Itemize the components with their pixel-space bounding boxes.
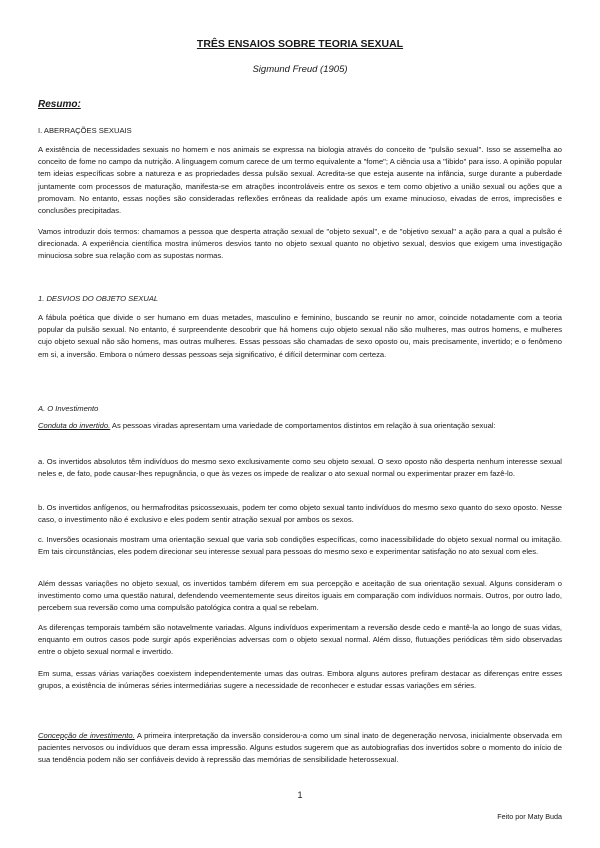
paragraph-2: Vamos introduzir dois termos: chamamos a pessoa que desperta atração sexual de "objeto sexual", e de "objetivo sexual" a ação para a qual a pulsão é direcionada. A experiência científica mostra inúmeros desvios tanto no objeto sexual quanto no objetivo sexual, desvios que exigem uma investigação minuciosa sobre sua relação com as supostas normas. [38, 227, 562, 261]
document-title: TRÊS ENSAIOS SOBRE TEORIA SEXUAL [196, 38, 404, 50]
paragraph-11 [38, 730, 562, 767]
paragraph-11-label: Concepção de investimento. [38, 731, 135, 740]
section-heading-desvios: 1. DESVIOS DO OBJETO SEXUAL [38, 294, 159, 303]
paragraph-10: Em suma, essas várias variações coexistem independentemente umas das outras. Embora alguns autores prefiram destacar as diferenças entre esses grupos, a existência de inúmeras séries intermediárias sugere a necessidade de reconhecer e estudar essas variações em séries. [38, 669, 562, 691]
page-number: 1 [297, 790, 303, 800]
section-heading-investimento: A. O Investimento [38, 404, 99, 413]
resumo-heading: Resumo: [38, 99, 81, 110]
paragraph-4 [38, 420, 562, 432]
paragraph-5: a. Os invertidos absolutos têm indivíduos do mesmo sexo exclusivamente como seu objeto sexual. O sexo oposto não desperta nenhum interesse sexual neles e, de fato, pode causar-lhes repugnância, o que às vezes os impede de realizar o ato sexual normal ou experimentar prazer em fazê-lo. [38, 457, 562, 479]
paragraph-7: c. Inversões ocasionais mostram uma orientação sexual que varia sob condições específicas, como inacessibilidade do objeto sexual normal ou imitação. Em tais circunstâncias, eles podem direcionar seu interesse sexual para pessoas do mesmo sexo e experimentar satisfação no ato sexual com eles. [38, 535, 562, 557]
paragraph-8: Além dessas variações no objeto sexual, os invertidos também diferem em sua percepção e aceitação de sua orientação sexual. Alguns consideram o investimento como uma questão natural, defendendo veementemente seus direitos iguais em comparação com indivíduos normais. Outros, por outro lado, percebem sua reversão como uma compulsão patológica contra a qual se rebelam. [38, 579, 562, 613]
paragraph-9: As diferenças temporais também são notavelmente variadas. Alguns indivíduos experimentam a reversão desde cedo e mantê-la ao longo de suas vidas, enquanto em outros casos pode surgir após experiências adversas com o objeto sexual normal. Além disso, flutuações periódicas têm sido observadas entre o objeto sexual normal e invertido. [38, 623, 562, 657]
paragraph-3: A fábula poética que divide o ser humano em duas metades, masculino e feminino, buscando se reunir no amor, coincide notadamente com a teoria popular da pulsão sexual. No entanto, é surpreendente descobrir que há homens cujo objeto sexual não são mulheres, mas outros homens, e mulheres cujo objeto sexual não são homens, mas outras mulheres. Essas pessoas são chamadas de sexo oposto ou, mais precisamente, invertido; e o fenômeno em si, a inversão. Embora o número dessas pessoas seja significativo, é difícil determinar com certeza. [38, 313, 562, 359]
paragraph-6: b. Os invertidos anfígenos, ou hermafroditas psicossexuais, podem ter como objeto sexual tanto indivíduos do mesmo sexo quanto do sexo oposto. Nesse caso, o investimento não é exclusivo e eles podem sentir atração sexual por ambos os sexos. [38, 503, 562, 525]
paragraph-11-text: A primeira interpretação da inversão considerou-a como um sinal inato de degeneração nervosa, inicialmente observada em pacientes nervosos ou indivíduos que deram essa impressão. Alguns estudos sugerem que as autobiografias dos invertidos sobre o momento do início de sua tendência podem não ser confiáveis devido à repressão das memórias de sensibilidade heterossexual. [38, 731, 562, 765]
paragraph-4-text: As pessoas viradas apresentam uma variedade de comportamentos distintos em relação à sua orientação sexual: [110, 421, 496, 430]
author-year: Sigmund Freud (1905) [252, 64, 348, 75]
paragraph-1: A existência de necessidades sexuais no homem e nos animais se expressa na biologia através do conceito de "pulsão sexual". Isso se assemelha ao conceito de fome no campo da nutrição. A linguagem comum carece de um termo equivalente a "fome"; A ciência usa a "libido" para isso. A opinião popular tem ideias específicas sobre a natureza e as propriedades dessa pulsão sexual. Acredita-se que esteja ausente na infância, surge durante a puberdade juntamente com processos de maturação, manifesta-se em atrações incontroláveis entre os sexos e tem como objetivo a união sexual ou ações que a promovam. No entanto, essas noções são consideradas reflexões errôneas da realidade após um exame minucioso, eivadas de erros, imprecisões e conclusões precipitadas. [38, 145, 562, 216]
section-heading-aberracoes: I. ABERRAÇÕES SEXUAIS [38, 126, 132, 135]
paragraph-4-label: Conduta do invertido. [38, 421, 111, 430]
footer-credit: Feito por Maty Buda [497, 812, 562, 821]
